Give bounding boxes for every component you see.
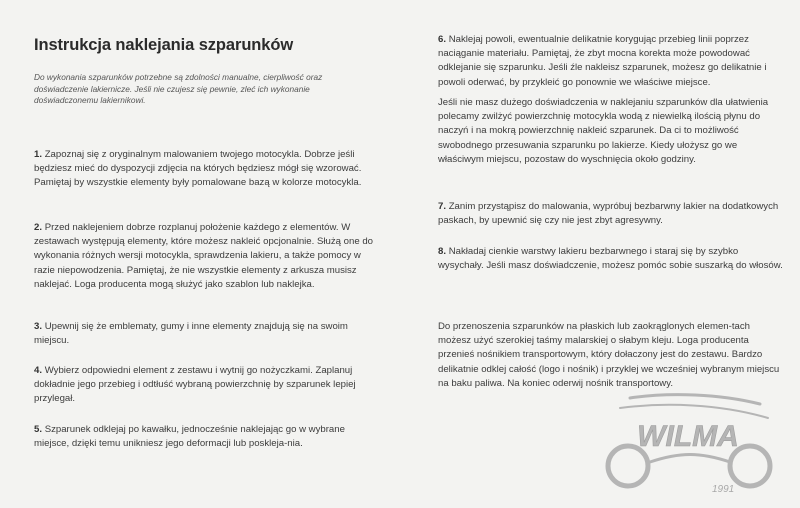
step-text: Zanim przystąpisz do malowania, wypróbuj bezbarwny lakier na dodatkowych paskach, by upewnić się czy nie jest zbyt agresywny.	[438, 201, 779, 227]
step-number: 2.	[34, 222, 43, 233]
step-number: 4.	[34, 365, 43, 376]
logo-swoosh-top-2	[620, 405, 768, 418]
step-8	[438, 245, 783, 273]
logo-year: 1991	[712, 484, 735, 495]
step-5	[34, 423, 379, 451]
step-number: 6.	[438, 34, 447, 45]
intro-text: Do wykonania szparunków potrzebne są zdolności manualne, cierpliwość oraz doświadczenie lakiernicze. Jeśli nie czujesz się pewnie, zleć ich wykonanie doświadczonemu lakiernikowi.	[34, 72, 323, 105]
step-4	[34, 364, 379, 407]
step-7	[438, 200, 783, 228]
step-text: Naklejaj powoli, ewentualnie delikatnie korygując przebieg linii poprzez naciąganie materiału. Pamiętaj, że zbyt mocna korekta może powodować odklejanie się szparunku. Jeśli źle nakleisz szparunek, możesz go delikatnie i powoli oderwać, by przykleić go ponownie we właściwe miejsce.	[438, 34, 767, 88]
step-number: 3.	[34, 321, 43, 332]
transfer-note: Do przenoszenia szparunków na płaskich lub zaokrąglonych elemen-tach możesz użyć szerokiej taśmy malarskiej o słabym kleju. Loga producenta przenieś nośnikiem transportowym, który dołaczony jest do zestawu. Bardzo delikatnie odklej całość (logo i nośnik) i przyklej we wcześniej wybranym miejscu na baku paliwa. Na koniec oderwij nośnik transportowy.	[438, 321, 780, 389]
logo-swoosh-top	[630, 395, 760, 404]
step-number: 5.	[34, 424, 43, 435]
wet-application-tip	[438, 96, 783, 167]
step-number: 7.	[438, 201, 447, 212]
step-text: Zapoznaj się z oryginalnym malowaniem twojego motocykla. Dobrze jeśli będziesz mieć do dyspozycji zdjęcia na których będziesz mógł się wzorować. Pamiętaj by wszystkie elementy były pomalowane bazą w kolorze motocykla.	[34, 149, 362, 189]
step-1	[34, 148, 379, 191]
step-text: Upewnij się że emblematy, gumy i inne elementy znajdują się na swoim miejscu.	[34, 321, 348, 347]
step-text: Nakładaj cienkie warstwy lakieru bezbarwnego i staraj się by szybko wysychały. Jeśli masz doświadczenie, możesz pomóc sobie suszarką do włosów.	[438, 246, 783, 272]
step-text: Przed naklejeniem dobrze rozplanuj położenie każdego z elementów. W zestawach występują elementy, które możesz nakleić opcjonalnie. Służą one do wykonania różnych wersji motocykla, sprawdzenia lakieru, a także pomocy w razie niepowodzenia. Pamiętaj, że nie wszystkie elementy z arkusza musisz naklejać. Loga producenta mogą służyć jako szablon lub naklejka.	[34, 222, 373, 290]
step-2	[34, 221, 379, 292]
wilma-logo	[590, 388, 790, 498]
logo-text: WILMA	[637, 420, 739, 453]
page-title: Instrukcja naklejania szparunków	[34, 36, 294, 54]
step-6	[438, 33, 783, 90]
step-text: Szparunek odklejaj po kawałku, jednocześnie naklejając go w wybrane miejsce, dzięki temu unikniesz jego deformacji lub poskleja-nia.	[34, 424, 345, 450]
step-3	[34, 320, 379, 348]
logo-swoosh-bottom	[650, 455, 730, 463]
step-text: Wybierz odpowiedni element z zestawu i wytnij go nożyczkami. Zaplanuj dokładnie jego przebieg i odtłuść wybraną powierzchnię by szparunek lepiej przylegał.	[34, 365, 356, 405]
step-number: 1.	[34, 149, 43, 160]
tip-text: Jeśli nie masz dużego doświadczenia w naklejaniu szparunków dla ułatwienia polecamy zwilżyć powierzchnię motocykla wodą z niewielką ilością płynu do naczyń i na mokrą powierzchnię nakleić szparunek. Da ci to możliwość swobodnego przesuwania szparunku po lakierze. Kiedy ułożysz go we właściwym miejscu, pozostaw do wyschnięcia około godziny.	[438, 97, 769, 165]
step-number: 8.	[438, 246, 447, 257]
